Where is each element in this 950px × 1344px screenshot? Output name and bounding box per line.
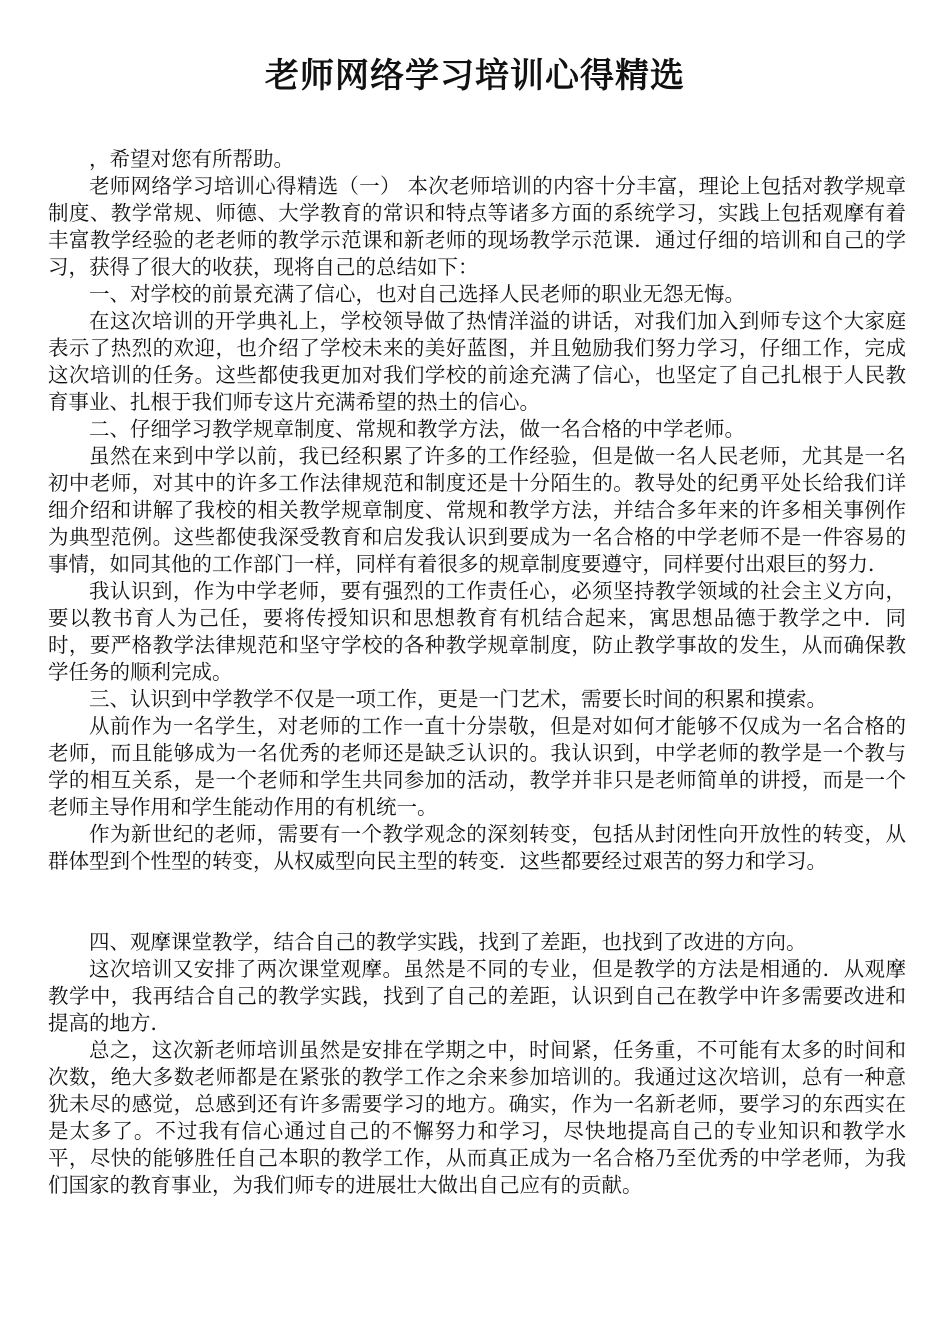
paragraph-conclusion: 总之，这次新老师培训虽然是安排在学期之中，时间紧，任务重，不可能有太多的时间和次数，绝大多数老师都是在紧张的教学工作之余来参加培训的。我通过这次培训，总有一种意犹未尽的感觉，总感到还有许多需要学习的地方。确实，作为一名新老师，要学习的东西实在是太多了。不过我有信心通过自己的不懈努力和学习，尽快地提高自己的专业知识和教学水平，尽快的能够胜任自己本职的教学工作，从而真正成为一名合格乃至优秀的中学老师，为我们国家的教育事业，为我们师专的进展壮大做出自己应有的贡献。 bbox=[48, 1038, 906, 1197]
section-heading-4: 四、观摩课堂教学，结合自己的教学实践，找到了差距，也找到了改进的方向。 bbox=[89, 930, 807, 954]
section-heading-3: 三、认识到中学教学不仅是一项工作，更是一门艺术，需要长时间的积累和摸索。 bbox=[89, 687, 827, 711]
section-heading-1: 一、对学校的前景充满了信心，也对自己选择人民老师的职业无怨无悔。 bbox=[89, 282, 745, 306]
paragraph-section-2a: 虽然在来到中学以前，我已经积累了许多的工作经验，但是做一名人民老师，尤其是一名初中老师，对其中的许多工作法律规范和制度还是十分陌生的。教导处的纪勇平处长给我们详细介绍和讲解了我校的相关教学规章制度、常规和教学方法，并结合多年来的许多相关事例作为典型范例。这些都使我深受教育和启发我认识到要成为一名合格的中学老师不是一件容易的事情，如同其他的工作部门一样，同样有着很多的规章制度要遵守，同样要付出艰巨的努力． bbox=[48, 444, 906, 576]
paragraph-greeting: ，希望对您有所帮助。 bbox=[89, 147, 294, 171]
paragraph-intro: 老师网络学习培训心得精选（一） 本次老师培训的内容十分丰富，理论上包括对教学规章制度、教学常规、师德、大学教育的常识和特点等诸多方面的系统学习，实践上包括观摩有着丰富教学经验的老老师的教学示范课和新老师的现场教学示范课．通过仔细的培训和自己的学习，获得了很大的收获，现将自己的总结如下： bbox=[48, 174, 906, 279]
document-title: 老师网络学习培训心得精选 bbox=[265, 56, 685, 96]
paragraph-section-4: 这次培训又安排了两次课堂观摩。虽然是不同的专业，但是教学的方法是相通的．从观摩教学中，我再结合自己的教学实践，找到了自己的差距，认识到自己在教学中许多需要改进和提高的地方． bbox=[48, 957, 906, 1035]
section-heading-2: 二、仔细学习教学规章制度、常规和教学方法，做一名合格的中学老师。 bbox=[89, 417, 745, 441]
paragraph-section-3a: 从前作为一名学生，对老师的工作一直十分崇敬，但是对如何才能够不仅成为一名合格的老师，而且能够成为一名优秀的老师还是缺乏认识的。我认识到，中学老师的教学是一个教与学的相互关系，是一个老师和学生共同参加的活动，教学并非只是老师简单的讲授，而是一个老师主导作用和学生能动作用的有机统一。 bbox=[48, 714, 906, 819]
paragraph-section-2b: 我认识到，作为中学老师，要有强烈的工作责任心，必须坚持教学领域的社会主义方向，要以教书育人为己任，要将传授知识和思想教育有机结合起来，寓思想品德于教学之中．同时，要严格教学法律规范和坚守学校的各种教学规章制度，防止教学事故的发生，从而确保教学任务的顺利完成。 bbox=[48, 579, 906, 684]
paragraph-section-1: 在这次培训的开学典礼上，学校领导做了热情洋溢的讲话，对我们加入到师专这个大家庭表示了热烈的欢迎，也介绍了学校未来的美好蓝图，并且勉励我们努力学习，仔细工作，完成这次培训的任务。这些都使我更加对我们学校的前途充满了信心，也坚定了自己扎根于人民教育事业、扎根于我们师专这片充满希望的热土的信心。 bbox=[48, 309, 906, 414]
paragraph-section-3b: 作为新世纪的老师，需要有一个教学观念的深刻转变，包括从封闭性向开放性的转变，从群体型到个性型的转变，从权威型向民主型的转变．这些都要经过艰苦的努力和学习。 bbox=[48, 822, 906, 873]
blank-gap bbox=[48, 875, 906, 929]
document-body bbox=[48, 146, 906, 1199]
